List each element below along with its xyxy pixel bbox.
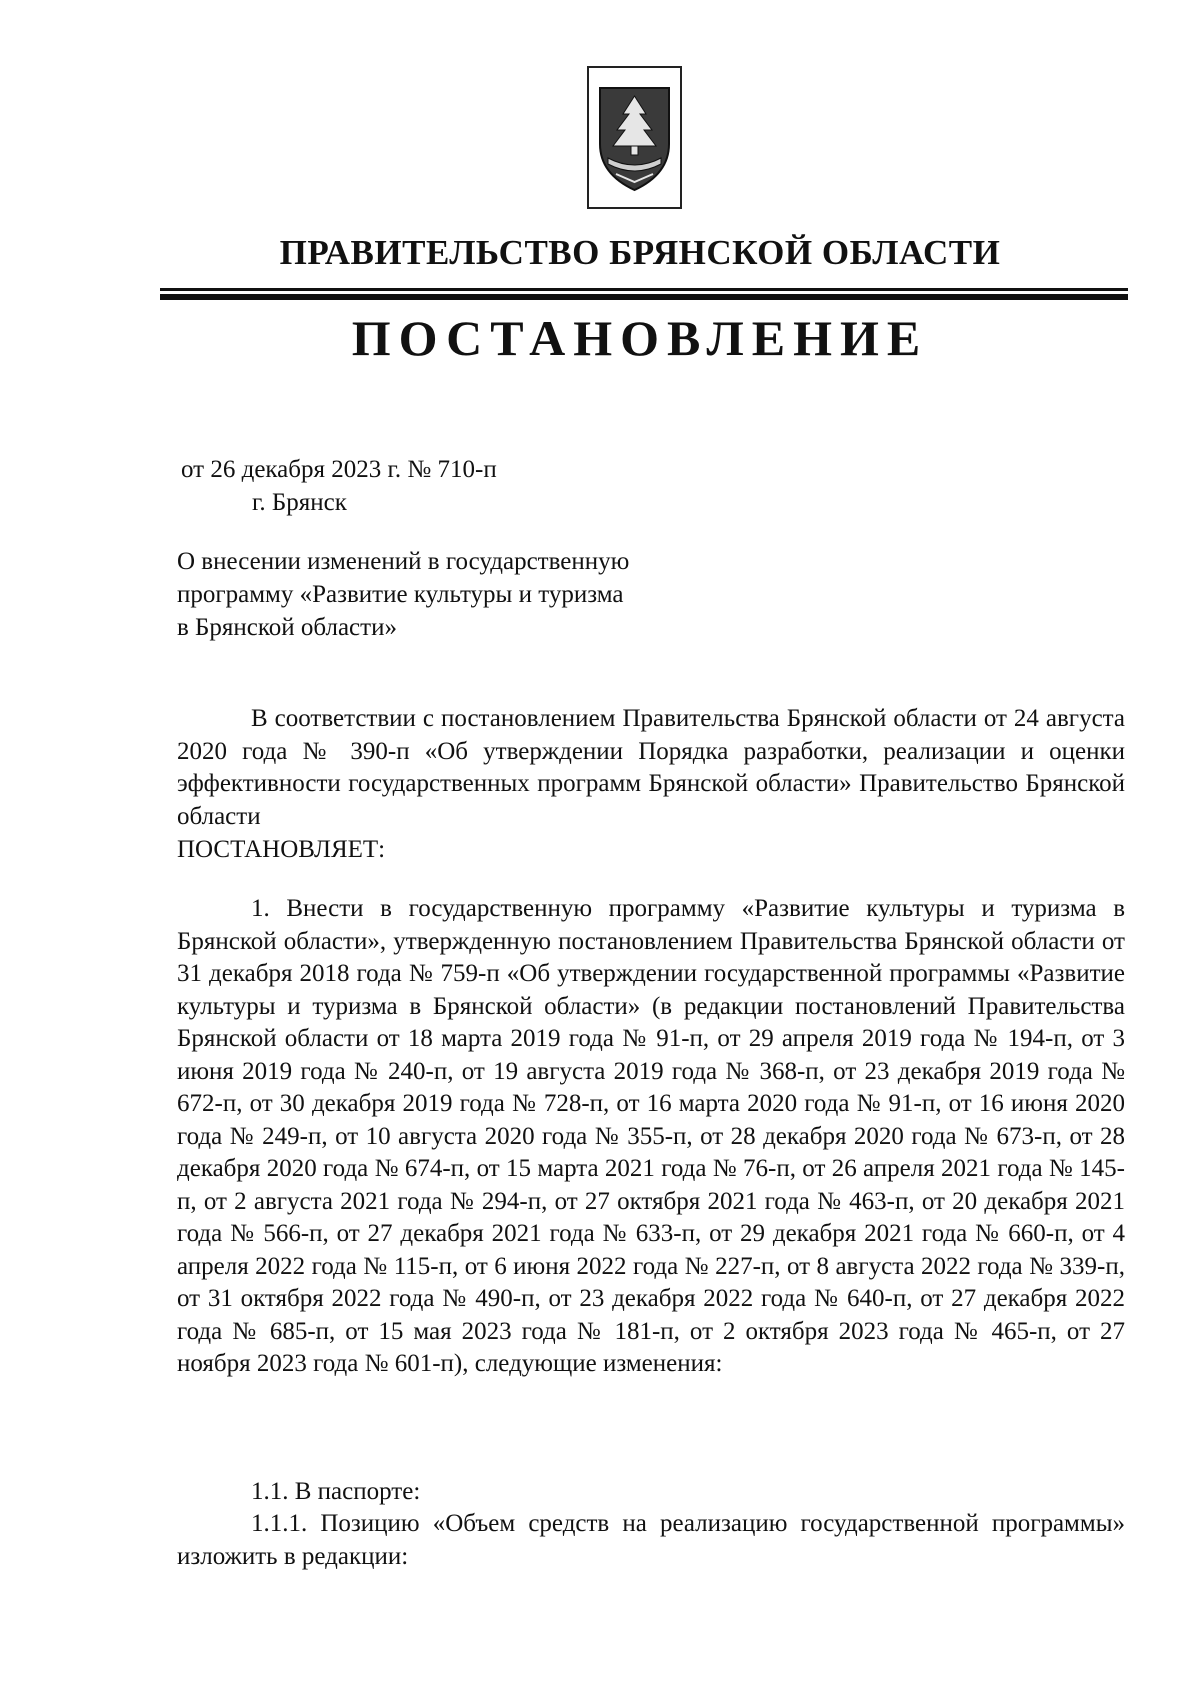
item-1-1-paragraph: 1.1. В паспорте: <box>251 1478 421 1505</box>
document-city: г. Брянск <box>252 489 347 516</box>
document-type-title: ПОСТАНОВЛЕНИЕ <box>351 310 929 366</box>
item-1-paragraph: 1. Внести в государственную программу «Развитие культуры и туризма в Брянской области», утвержденную постановлением Правительства Брянской области от 31 декабря 2018 года № 759-п «Об утверждении государственной программы «Развитие культуры и туризма в Брянской области» (в редакции постановлений Правительства Брянской области от 18 марта 2019 года № 91-п, от 29 апреля 2019 года № 194-п, от 3 июня 2019 года № 240-п, от 19 августа 2019 года № 368-п, от 23 декабря 2019 года № 672-п, от 30 декабря 2019 года № 728-п, от 16 марта 2020 года № 91-п, от 16 июня 2020 года № 249-п, от 10 августа 2020 года № 355-п, от 28 декабря 2020 года № 673-п, от 28 декабря 2020 года № 674-п, от 15 марта 2021 года № 76-п, от 26 апреля 2021 года № 145-п, от 2 августа 2021 года № 294-п, от 27 октября 2021 года № 463-п, от 20 декабря 2021 года № 566-п, от 27 декабря 2021 года № 633-п, от 29 декабря 2021 года № 660-п, от 4 апреля 2022 года № 115-п, от 6 июня 2022 года № 227-п, от 8 августа 2022 года № 339-п, от 31 октября 2022 года № 490-п, от 23 декабря 2022 года № 640-п, от 27 декабря 2022 года № 685-п, от 15 мая 2023 года № 181-п, от 2 октября 2023 года № 465-п, от 27 ноября 2023 года № 601-п), следующие изменения: <box>177 895 1125 1377</box>
subject-line: программу «Развитие культуры и туризма <box>177 581 624 608</box>
document-subject <box>177 545 737 644</box>
resolves-heading: ПОСТАНОВЛЯЕТ: <box>177 836 386 863</box>
subject-line: О внесении изменений в государственную <box>177 548 630 575</box>
coat-of-arms-shield <box>594 78 675 198</box>
preamble-paragraph: В соответствии с постановлением Правительства Брянской области от 24 августа 2020 года № 390-п «Об утверждении Порядка разработки, реализации и оценки эффективности государственных программ Брянской области» Правительство Брянской области <box>177 705 1125 830</box>
coat-of-arms-icon <box>587 66 682 209</box>
document-date-number: от 26 декабря 2023 г. № 710-п <box>181 456 497 483</box>
header-rule-thin <box>160 288 1128 291</box>
subject-line: в Брянской области» <box>177 614 397 641</box>
header-rule-thick <box>160 294 1128 300</box>
government-title: ПРАВИТЕЛЬСТВО БРЯНСКОЙ ОБЛАСТИ <box>279 233 1001 272</box>
item-1-1-1-paragraph: 1.1.1. Позицию «Объем средств на реализацию государственной программы» изложить в редакции: <box>177 1510 1125 1570</box>
